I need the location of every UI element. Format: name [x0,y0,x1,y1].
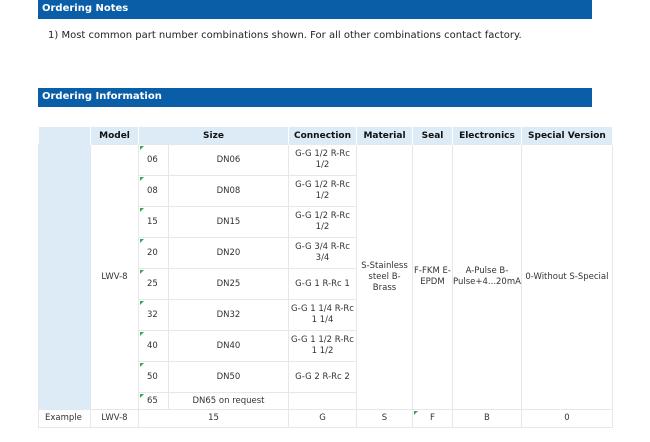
size-name: DN25 [169,269,289,300]
size-code: 25 [139,269,169,300]
connection-cell: G-G 1 R-Rc 1 [289,269,357,300]
header-electronics: Electronics [453,127,522,145]
size-code: 06 [139,145,169,176]
material-cell: S-Stainless steel B-Brass [357,145,413,410]
connection-cell: G-G 1/2 R-Rc 1/2 [289,176,357,207]
electronics-cell: A-Pulse B-Pulse+4...20mA [453,145,522,410]
connection-cell [289,393,357,410]
size-name: DN06 [169,145,289,176]
size-code: 15 [139,207,169,238]
example-special: 0 [521,410,612,428]
example-model: LWV-8 [91,410,139,428]
blank-cell [39,145,91,410]
size-code: 40 [139,331,169,362]
example-row [39,410,613,428]
example-label: Example [39,410,91,428]
size-code: 65 [139,393,169,410]
header-material: Material [357,127,413,145]
connection-cell: G-G 1/2 R-Rc 1/2 [289,207,357,238]
model-cell: LWV-8 [91,145,139,410]
table-row [39,145,613,176]
example-seal: F [413,410,453,428]
size-name: DN50 [169,362,289,393]
table-header-row [39,127,613,145]
size-name: DN32 [169,300,289,331]
size-code: 32 [139,300,169,331]
connection-cell: G-G 1/2 R-Rc 1/2 [289,145,357,176]
header-connection: Connection [289,127,357,145]
size-name: DN65 on request [169,393,289,410]
example-size: 15 [139,410,289,428]
connection-cell: G-G 2 R-Rc 2 [289,362,357,393]
size-name: DN40 [169,331,289,362]
header-special-version: Special Version [521,127,612,145]
connection-cell: G-G 1 1/4 R-Rc 1 1/4 [289,300,357,331]
header-blank [39,127,91,145]
ordering-table [38,127,613,428]
size-name: DN08 [169,176,289,207]
example-material: S [357,410,413,428]
header-size: Size [139,127,289,145]
special-version-cell: 0-Without S-Special [521,145,612,410]
ordering-note-1: 1) Most common part number combinations shown. For all other combinations contact factory. [48,30,522,41]
size-code: 08 [139,176,169,207]
seal-cell: F-FKM E-EPDM [413,145,453,410]
size-name: DN20 [169,238,289,269]
size-name: DN15 [169,207,289,238]
size-code: 50 [139,362,169,393]
size-code: 20 [139,238,169,269]
ordering-information-heading: Ordering Information [38,88,592,107]
ordering-notes-heading: Ordering Notes [38,0,592,19]
example-electronics: B [453,410,522,428]
header-seal: Seal [413,127,453,145]
header-model: Model [91,127,139,145]
connection-cell: G-G 3/4 R-Rc 3/4 [289,238,357,269]
example-connection: G [289,410,357,428]
connection-cell: G-G 1 1/2 R-Rc 1 1/2 [289,331,357,362]
